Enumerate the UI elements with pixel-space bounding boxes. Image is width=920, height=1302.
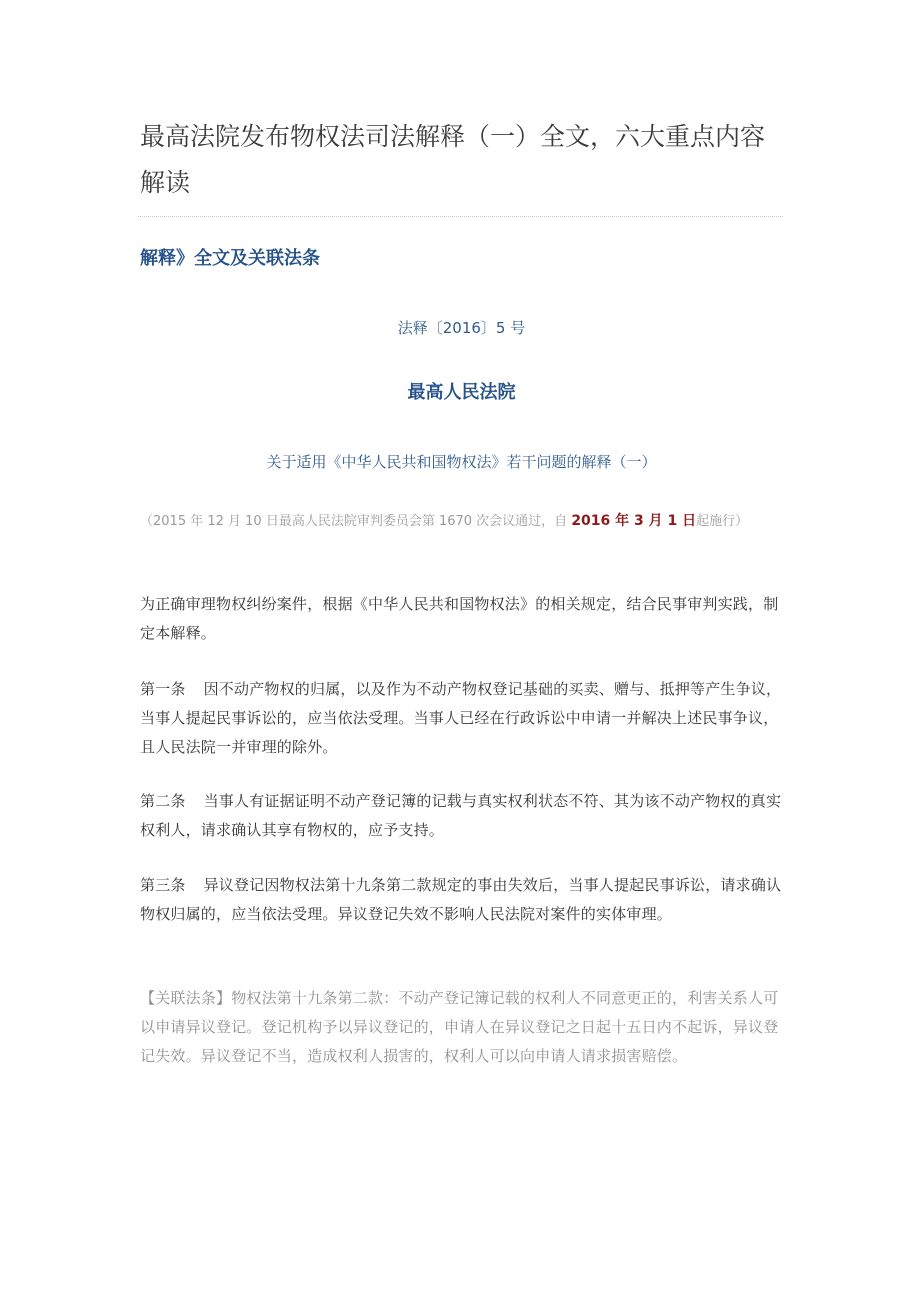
effective-date: 2016 年 3 月 1 日 [571, 513, 697, 529]
article-2-label: 第二条 [140, 792, 186, 810]
adoption-note [140, 507, 783, 536]
article-title: 最高法院发布物权法司法解释（一）全文，六大重点内容解读 [140, 122, 766, 197]
interpretation-title: 关于适用《中华人民共和国物权法》若干问题的解释（一） [266, 453, 657, 471]
court-name: 最高人民法院 [407, 382, 516, 403]
intro-paragraph: 为正确审理物权纠纷案件，根据《中华人民共和国物权法》的相关规定，结合民事审判实践，制定本解释。 [140, 595, 779, 642]
article-1 [140, 675, 783, 762]
section-heading: 解释》全文及关联法条 [140, 248, 320, 269]
document-number: 法释〔2016〕5 号 [397, 319, 526, 337]
article-3 [140, 871, 783, 929]
article-2-text: 当事人有证据证明不动产登记簿的记载与真实权利状态不符、其为该不动产物权的真实权利人，请求确认其享有物权的，应予支持。 [140, 792, 782, 839]
adoption-note-prefix: （2015 年 12 月 10 日最高人民法院审判委员会第 1670 次会议通过，自 [140, 514, 572, 529]
article-3-text: 异议登记因物权法第十九条第二款规定的事由失效后，当事人提起民事诉讼，请求确认物权归属的，应当依法受理。异议登记失效不影响人民法院对案件的实体审理。 [140, 876, 782, 923]
related-provision-text: 物权法第十九条第二款：不动产登记簿记载的权利人不同意更正的，利害关系人可以申请异议登记。登记机构予以异议登记的，申请人在异议登记之日起十五日内不起诉，异议登记失效。异议登记不当，造成权利人损害的，权利人可以向申请人请求损害赔偿。 [140, 989, 779, 1065]
related-provision [140, 984, 783, 1071]
article-2 [140, 787, 783, 845]
article-1-label: 第一条 [140, 680, 186, 698]
related-provision-tag: 【关联法条】 [140, 989, 232, 1007]
adoption-note-suffix: 起施行） [696, 514, 749, 529]
title-divider [138, 216, 783, 217]
article-3-label: 第三条 [140, 876, 186, 894]
article-1-text: 因不动产物权的归属，以及作为不动产物权登记基础的买卖、赠与、抵押等产生争议，当事人提起民事诉讼的，应当依法受理。当事人已经在行政诉讼中申请一并解决上述民事争议，且人民法院一并审理的除外。 [140, 680, 782, 756]
